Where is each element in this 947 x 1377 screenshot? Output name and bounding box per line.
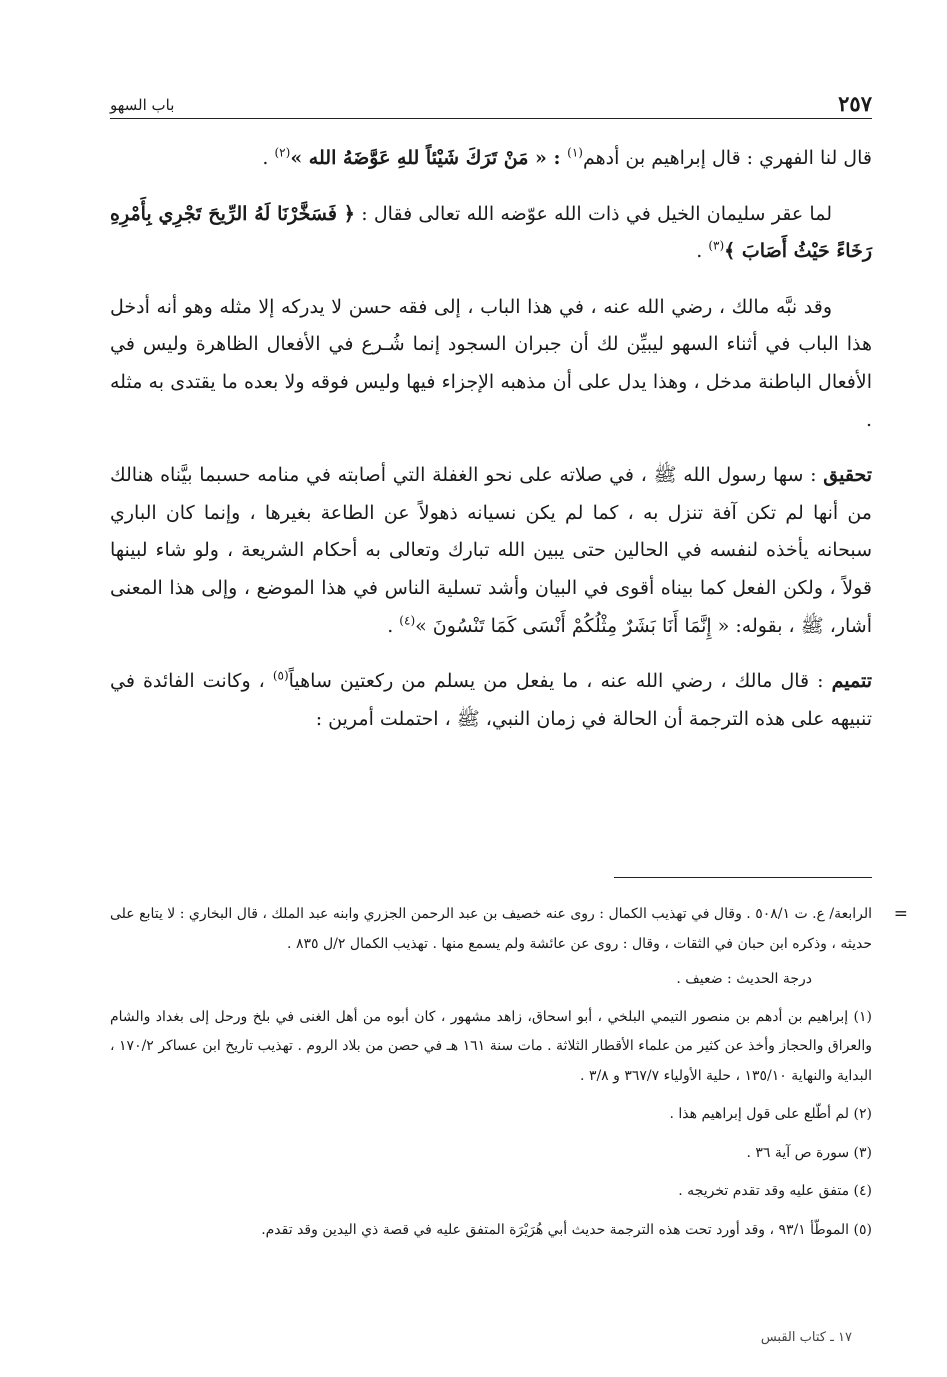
main-text — [110, 140, 872, 756]
page-number: ٢٥٧ — [838, 91, 872, 116]
paragraph-3 — [110, 289, 872, 439]
footnote-ref: (٥) — [272, 668, 289, 683]
footnote-4 — [110, 1177, 872, 1207]
signature-mark: ١٧ ـ كتاب القبس — [760, 1330, 852, 1345]
continuation-mark: = — [893, 904, 908, 924]
quran-verse: ﴿ فَسَخَّرْنَا لَهُ الرِّيحَ تَجْرِي بِأَمْرِهِ رَخَاءً حَيْثُ أَصَابَ ﴾ — [110, 202, 872, 263]
text-run: . — [696, 240, 709, 263]
text-run: ، وكانت الفائدة في تنبيهه على هذه الترجمة أن الحالة في زمان النبي، ﷺ ، احتملت أمرين : — [110, 670, 872, 730]
footnote-text: الموطّأ ٩٣/١ ، وقد أورد تحت هذه الترجمة حديث أبي هُرَيْرَة المتفق عليه في قصة ذي اليدين وقد تقدم. — [261, 1221, 854, 1238]
section-lead: تحقيق — [823, 464, 872, 487]
footnote-text: سورة ص آية ٣٦ . — [746, 1144, 854, 1161]
footnote-ref: (٤) — [399, 613, 416, 628]
hadith-quote: : « مَنْ تَرَكَ شَيْئاً للهِ عَوَّضَهُ الله » — [290, 147, 568, 169]
footnote-separator — [614, 877, 872, 878]
text-run: قال لنا الفهري : قال إبراهيم بن أدهم — [582, 147, 872, 169]
text-run: لما عقر سليمان الخيل في ذات الله عوّضه الله تعالى فقال : — [354, 202, 832, 225]
running-title: باب السهو — [110, 96, 175, 114]
text-run: وقد نبَّه مالك ، رضي الله عنه ، في هذا الباب ، إلى فقه حسن لا يدركه إلا مثله وهو أنه أدخل هذا الباب في أثناء السهو ليبيِّن لك أن جبران السجود إنما شُـرع في الأفعال الظاهرة وليس في الأفعال الباطنة مدخل ، وهذا يدل على أن مذهبه الإجزاء فيها وليس فوقه ولا بعده ما يقتدى به مثله . — [110, 295, 872, 431]
footnote-number: (١) — [853, 1008, 872, 1025]
footnotes — [110, 900, 908, 1254]
footnote-number: (٣) — [853, 1144, 872, 1161]
paragraph-tahqiq — [110, 457, 872, 645]
footnote-number: (٢) — [853, 1106, 872, 1122]
text-run: . — [262, 147, 275, 169]
text-run: . — [387, 614, 400, 637]
footnote-ref: (٣) — [708, 238, 725, 253]
footnote-3 — [110, 1139, 872, 1169]
book-page — [110, 0, 908, 1377]
page-header — [110, 92, 872, 119]
footnote-2 — [110, 1100, 872, 1130]
footnote-continuation — [110, 900, 908, 959]
footnote-number: (٥) — [853, 1221, 872, 1238]
paragraph-1 — [110, 140, 872, 178]
text-run: : سها رسول الله ﷺ ، في صلاته على نحو الغفلة التي أصابته في منامه حسبما بيَّناه هنالك من أنها لم تكن آفة تنزل به ، كما لم يكن نسيانه ذهولاً عن الطاعة بغيرها ، وإنما كان الباري سبحانه يأخذه لنفسه في الحالين حتى يبين الله تبارك وتعالى به أحكام الشريعة ، ولو شاء لبينها قولاً ، ولكن الفعل كما بيناه أقوى في البيان وأشد تسلية الناس في هذا الموضع ، وإلى هذا المعنى أشار، ﷺ ، بقوله: « إِنَّمَا أَنَا بَشَرٌ مِثْلُكُمْ أَنْسَى كَمَا تَنْسُونَ » — [110, 464, 872, 637]
footnote-ref: (٢) — [274, 145, 291, 160]
footnote-1 — [110, 1003, 872, 1092]
footnote-ref: (١) — [567, 145, 583, 160]
footnote-text: متفق عليه وقد تقدم تخريجه . — [678, 1183, 854, 1199]
paragraph-2 — [110, 196, 872, 271]
footnote-text: إبراهيم بن أدهم بن منصور التيمي البلخي ، أبو اسحاق، زاهد مشهور ، كان أبوه من أهل الغنى في بلخ ورحل إلى بغداد والشام والعراق والحجاز وأخذ عن كثير من علماء الأقطار الثلاثة . مات سنة ١٦١ هـ في حصن من بلاد الروم . تهذيب تاريخ ابن عساكر ١٧٠/٢ ، البداية والنهاية ١٣٥/١٠ ، حلية الأولياء ٣٦٧/٧ و ٣/٨ . — [110, 1008, 872, 1084]
section-lead: تتميم — [831, 670, 872, 693]
footnote-5 — [110, 1216, 872, 1246]
hadith-grade: درجة الحديث : ضعيف . — [676, 971, 812, 987]
text-run: : قال مالك ، رضي الله عنه ، ما يفعل من يسلم من ركعتين ساهياً — [288, 670, 832, 693]
paragraph-tatmim — [110, 663, 872, 738]
footnote-number: (٤) — [853, 1183, 872, 1199]
footnote-text: الرابعة/ ع. ت ٥٠٨/١ . وقال في تهذيب الكمال : روى عنه خصيف بن عبد الرحمن الجزري وابنه عبد الملك ، قال البخاري : لا يتابع على حديثه ، وذكره ابن حبان في الثقات ، وقال : روى عن عائشة ولم يسمع منها . تهذيب الكمال ٢/ل ٨٣٥ . — [110, 906, 872, 952]
footnote-text: لم أطّلع على قول إبراهيم هذا . — [669, 1106, 854, 1122]
